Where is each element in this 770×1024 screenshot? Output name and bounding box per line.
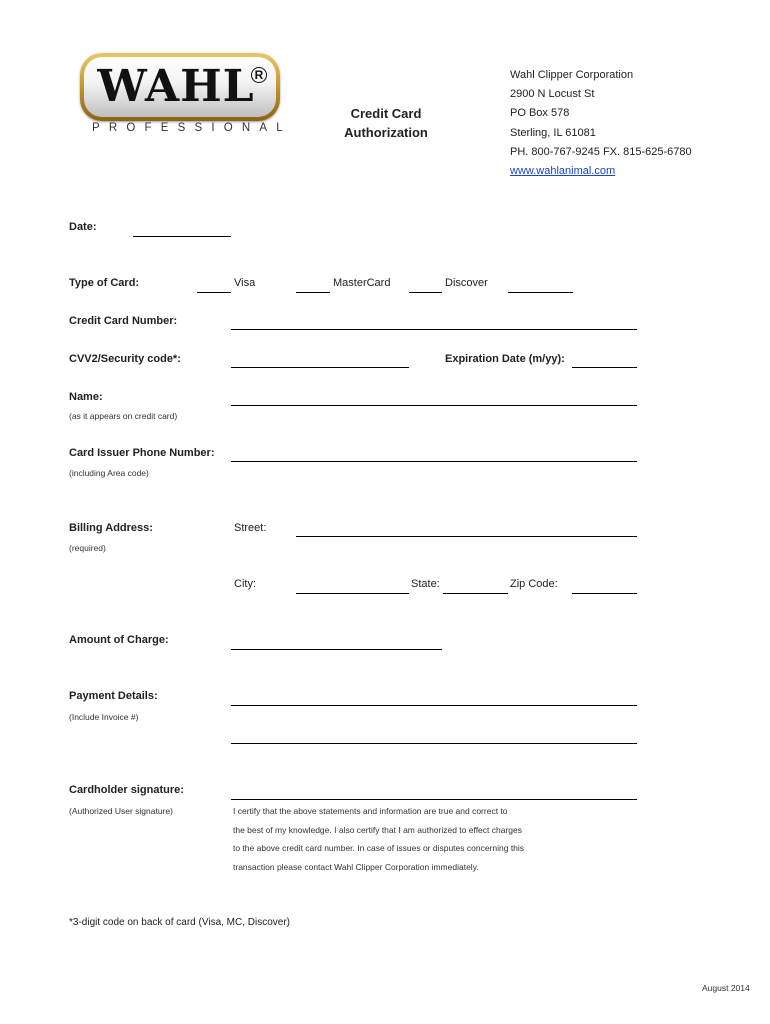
date-field[interactable] — [133, 236, 231, 237]
date-label: Date: — [69, 221, 97, 233]
registered-mark-icon: R — [251, 67, 267, 83]
cvv-field[interactable] — [231, 367, 409, 368]
company-city: Sterling, IL 61081 — [510, 127, 596, 139]
company-website-link[interactable]: www.wahlanimal.com — [510, 165, 616, 177]
card-number-label: Credit Card Number: — [69, 315, 178, 327]
expiration-field[interactable] — [572, 367, 637, 368]
issuer-phone-note: (including Area code) — [69, 468, 149, 478]
discover-option-label: Discover — [445, 277, 488, 289]
name-label: Name: — [69, 391, 103, 403]
name-note: (as it appears on credit card) — [69, 411, 178, 421]
revision-date: August 2014 — [702, 983, 750, 993]
visa-checkbox-line[interactable] — [197, 292, 231, 293]
billing-address-note: (required) — [69, 543, 106, 553]
payment-details-note: (Include Invoice #) — [69, 712, 139, 722]
state-label: State: — [411, 578, 440, 590]
wahl-logo — [80, 53, 280, 121]
card-type-label: Type of Card: — [69, 277, 140, 289]
payment-details-label: Payment Details: — [69, 690, 158, 702]
signature-label: Cardholder signature: — [69, 784, 184, 796]
city-field[interactable] — [296, 593, 409, 594]
mastercard-option-label: MasterCard — [333, 277, 391, 289]
company-phone-fax: PH. 800-767-9245 FX. 815-625-6780 — [510, 146, 692, 158]
certification-line-4: transaction please contact Wahl Clipper Corporation immediately. — [233, 862, 479, 872]
name-field[interactable] — [231, 405, 637, 406]
logo-tagline: PROFESSIONAL — [92, 122, 292, 134]
certification-line-2: the best of my knowledge. I also certify that I am authorized to effect charges — [233, 825, 522, 835]
company-street: 2900 N Locust St — [510, 88, 595, 100]
street-label: Street: — [234, 522, 267, 534]
amount-field[interactable] — [231, 649, 442, 650]
logo-inner — [84, 57, 276, 117]
amount-label: Amount of Charge: — [69, 634, 169, 646]
other-card-line[interactable] — [508, 292, 573, 293]
company-name: Wahl Clipper Corporation — [510, 69, 634, 81]
certification-line-1: I certify that the above statements and information are true and correct to — [233, 806, 508, 816]
certification-line-3: to the above credit card number. In case of issues or disputes concerning this — [233, 843, 525, 853]
issuer-phone-label: Card Issuer Phone Number: — [69, 447, 215, 459]
mastercard-checkbox-line[interactable] — [296, 292, 330, 293]
cvv-label: CVV2/Security code*: — [69, 353, 181, 365]
form-title-line2: Authorization — [344, 125, 428, 140]
payment-details-field-2[interactable] — [231, 743, 637, 744]
issuer-phone-field[interactable] — [231, 461, 637, 462]
payment-details-field-1[interactable] — [231, 705, 637, 706]
city-label: City: — [234, 578, 256, 590]
expiration-label: Expiration Date (m/yy): — [445, 353, 565, 365]
visa-option-label: Visa — [234, 277, 256, 289]
form-title-line1: Credit Card — [350, 106, 422, 121]
street-field[interactable] — [296, 536, 637, 537]
state-field[interactable] — [443, 593, 508, 594]
discover-checkbox-line[interactable] — [409, 292, 442, 293]
logo-brand: WAHL — [97, 61, 255, 112]
billing-address-label: Billing Address: — [69, 522, 153, 534]
footnote: *3-digit code on back of card (Visa, MC, Discover) — [69, 917, 291, 928]
zip-label: Zip Code: — [510, 578, 558, 590]
signature-field[interactable] — [231, 799, 637, 800]
card-number-field[interactable] — [231, 329, 637, 330]
company-po-box: PO Box 578 — [510, 107, 570, 119]
signature-note: (Authorized User signature) — [69, 806, 173, 816]
zip-field[interactable] — [572, 593, 637, 594]
